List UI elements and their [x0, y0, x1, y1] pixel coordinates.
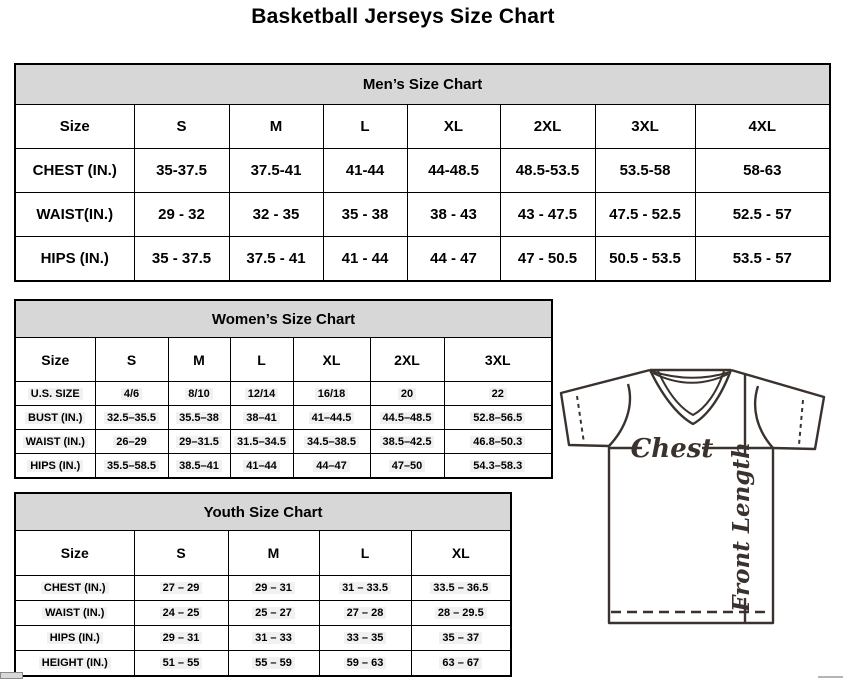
row-label-text: BUST (IN.) [25, 412, 85, 424]
cell-value: 25 – 27 [252, 607, 295, 619]
mens-col-header: XL [407, 105, 500, 149]
womens-cell [444, 406, 552, 430]
youth-cell [134, 576, 228, 601]
womens-hips-row [15, 454, 552, 479]
youth-waist-row [15, 601, 511, 626]
mens-waist-row [15, 193, 830, 237]
mens-col-header: 3XL [595, 105, 695, 149]
cell-value: 8/10 [185, 388, 212, 400]
row-label: CHEST (IN.) [15, 149, 134, 193]
row-label [15, 576, 134, 601]
youth-cell [319, 651, 411, 677]
jersey-right-armhole [755, 386, 773, 448]
cell-value: 32.5–35.5 [104, 412, 159, 424]
cell-value: 33 – 35 [344, 632, 387, 644]
row-label [15, 382, 95, 406]
womens-waist-row [15, 430, 552, 454]
youth-cell [134, 651, 228, 677]
womens-col-header: Size [15, 338, 95, 382]
youth-hips-row [15, 626, 511, 651]
row-label-text: HEIGHT (IN.) [39, 657, 111, 669]
row-label-text: HIPS (IN.) [47, 632, 103, 644]
chest-label: Chest [630, 434, 714, 464]
womens-cell [95, 430, 168, 454]
cell-value: 26–29 [113, 436, 150, 448]
cell-value: 41–44.5 [309, 412, 355, 424]
cell-value: 27 – 28 [344, 607, 387, 619]
cell-value: 29–31.5 [176, 436, 222, 448]
cell-value: 31 – 33.5 [339, 582, 391, 594]
row-label [15, 430, 95, 454]
mens-cell: 35-37.5 [134, 149, 229, 193]
cell-value: 24 – 25 [160, 607, 203, 619]
youth-col-header: XL [411, 531, 511, 576]
mens-cell: 53.5 - 57 [695, 237, 830, 282]
cell-value: 47–50 [389, 460, 426, 472]
mens-cell: 35 - 38 [323, 193, 407, 237]
womens-cell [293, 382, 370, 406]
womens-size-table [14, 299, 553, 479]
cell-value: 22 [489, 388, 507, 400]
mens-cell: 29 - 32 [134, 193, 229, 237]
page-title: Basketball Jerseys Size Chart [251, 5, 555, 28]
mens-col-header: 4XL [695, 105, 830, 149]
youth-cell [411, 651, 511, 677]
cell-value: 44.5–48.5 [380, 412, 435, 424]
womens-col-header: M [168, 338, 230, 382]
womens-table-title: Women’s Size Chart [15, 300, 552, 338]
youth-cell [228, 626, 319, 651]
row-label-text: U.S. SIZE [28, 388, 83, 400]
row-label [15, 454, 95, 479]
mens-col-header: L [323, 105, 407, 149]
row-label-text: WAIST (IN.) [23, 436, 88, 448]
mens-cell: 41 - 44 [323, 237, 407, 282]
womens-cell [95, 454, 168, 479]
youth-col-header: M [228, 531, 319, 576]
womens-col-header: 2XL [370, 338, 444, 382]
mens-cell: 37.5-41 [229, 149, 323, 193]
mens-cell: 35 - 37.5 [134, 237, 229, 282]
cell-value: 63 – 67 [439, 657, 482, 669]
youth-cell [319, 626, 411, 651]
youth-cell [134, 601, 228, 626]
mens-cell: 38 - 43 [407, 193, 500, 237]
mens-col-header: 2XL [500, 105, 595, 149]
womens-cell [168, 454, 230, 479]
youth-cell [319, 601, 411, 626]
mens-col-header: S [134, 105, 229, 149]
row-label: WAIST(IN.) [15, 193, 134, 237]
mens-chest-row [15, 149, 830, 193]
partial-element-bottom-right [818, 676, 843, 678]
cell-value: 35.5–38 [176, 412, 222, 424]
cell-value: 59 – 63 [344, 657, 387, 669]
womens-cell [230, 430, 293, 454]
youth-cell [228, 576, 319, 601]
womens-cell [293, 430, 370, 454]
womens-cell [168, 382, 230, 406]
youth-cell [411, 626, 511, 651]
mens-cell: 53.5-58 [595, 149, 695, 193]
womens-bust-row [15, 406, 552, 430]
womens-col-header: L [230, 338, 293, 382]
jersey-right-cuff-seam [799, 400, 803, 445]
youth-cell [319, 576, 411, 601]
youth-size-table [14, 492, 512, 677]
youth-cell [134, 626, 228, 651]
cell-value: 35 – 37 [439, 632, 482, 644]
cell-value: 35.5–58.5 [104, 460, 159, 472]
youth-cell [411, 576, 511, 601]
youth-col-header: Size [15, 531, 134, 576]
cell-value: 51 – 55 [160, 657, 203, 669]
mens-cell: 44 - 47 [407, 237, 500, 282]
row-label-text: CHEST (IN.) [41, 582, 109, 594]
cell-value: 16/18 [315, 388, 349, 400]
womens-col-header: S [95, 338, 168, 382]
mens-cell: 44-48.5 [407, 149, 500, 193]
womens-cell [293, 454, 370, 479]
mens-table-title: Men’s Size Chart [15, 64, 830, 105]
womens-col-header: XL [293, 338, 370, 382]
womens-cell [168, 406, 230, 430]
cell-value: 46.8–50.3 [470, 436, 525, 448]
mens-cell: 37.5 - 41 [229, 237, 323, 282]
womens-cell [444, 454, 552, 479]
womens-col-header: 3XL [444, 338, 552, 382]
row-label-text: HIPS (IN.) [27, 460, 83, 472]
cell-value: 4/6 [121, 388, 142, 400]
youth-height-row [15, 651, 511, 677]
row-label [15, 626, 134, 651]
row-label [15, 601, 134, 626]
womens-cell [370, 382, 444, 406]
cell-value: 44–47 [313, 460, 350, 472]
womens-cell [293, 406, 370, 430]
mens-cell: 47.5 - 52.5 [595, 193, 695, 237]
cell-value: 31 – 33 [252, 632, 295, 644]
cell-value: 38.5–42.5 [380, 436, 435, 448]
womens-cell [230, 406, 293, 430]
mens-size-table [14, 63, 831, 282]
mens-cell: 43 - 47.5 [500, 193, 595, 237]
youth-cell [228, 651, 319, 677]
womens-cell [444, 382, 552, 406]
row-label-text: WAIST (IN.) [42, 607, 107, 619]
womens-ussize-row [15, 382, 552, 406]
mens-cell: 58-63 [695, 149, 830, 193]
cell-value: 27 – 29 [160, 582, 203, 594]
youth-cell [228, 601, 319, 626]
cell-value: 52.8–56.5 [470, 412, 525, 424]
mens-cell: 50.5 - 53.5 [595, 237, 695, 282]
cell-value: 54.3–58.3 [470, 460, 525, 472]
mens-col-header: Size [15, 105, 134, 149]
mens-col-header: M [229, 105, 323, 149]
row-label [15, 651, 134, 677]
cell-value: 38–41 [243, 412, 280, 424]
mens-cell: 48.5-53.5 [500, 149, 595, 193]
row-label [15, 406, 95, 430]
womens-cell [370, 430, 444, 454]
jersey-left-cuff-seam [577, 396, 584, 443]
row-label: HIPS (IN.) [15, 237, 134, 282]
cell-value: 38.5–41 [176, 460, 222, 472]
cell-value: 28 – 29.5 [435, 607, 487, 619]
mens-cell: 47 - 50.5 [500, 237, 595, 282]
cell-value: 33.5 – 36.5 [430, 582, 491, 594]
jersey-left-armhole [609, 384, 630, 446]
cell-value: 29 – 31 [160, 632, 203, 644]
mens-cell: 52.5 - 57 [695, 193, 830, 237]
youth-chest-row [15, 576, 511, 601]
cell-value: 31.5–34.5 [234, 436, 289, 448]
womens-cell [370, 454, 444, 479]
youth-col-header: S [134, 531, 228, 576]
jersey-measurement-diagram [552, 360, 837, 662]
womens-cell [168, 430, 230, 454]
partial-element-bottom-left [0, 672, 23, 679]
mens-hips-row [15, 237, 830, 282]
cell-value: 29 – 31 [252, 582, 295, 594]
cell-value: 12/14 [245, 388, 279, 400]
cell-value: 41–44 [243, 460, 280, 472]
youth-cell [411, 601, 511, 626]
womens-cell [370, 406, 444, 430]
mens-cell: 32 - 35 [229, 193, 323, 237]
womens-cell [444, 430, 552, 454]
womens-cell [95, 382, 168, 406]
womens-cell [95, 406, 168, 430]
mens-cell: 41-44 [323, 149, 407, 193]
womens-cell [230, 382, 293, 406]
youth-table-title: Youth Size Chart [15, 493, 511, 531]
cell-value: 55 – 59 [252, 657, 295, 669]
cell-value: 34.5–38.5 [304, 436, 359, 448]
front-length-label: Front Length [728, 442, 755, 612]
youth-col-header: L [319, 531, 411, 576]
womens-cell [230, 454, 293, 479]
cell-value: 20 [398, 388, 416, 400]
